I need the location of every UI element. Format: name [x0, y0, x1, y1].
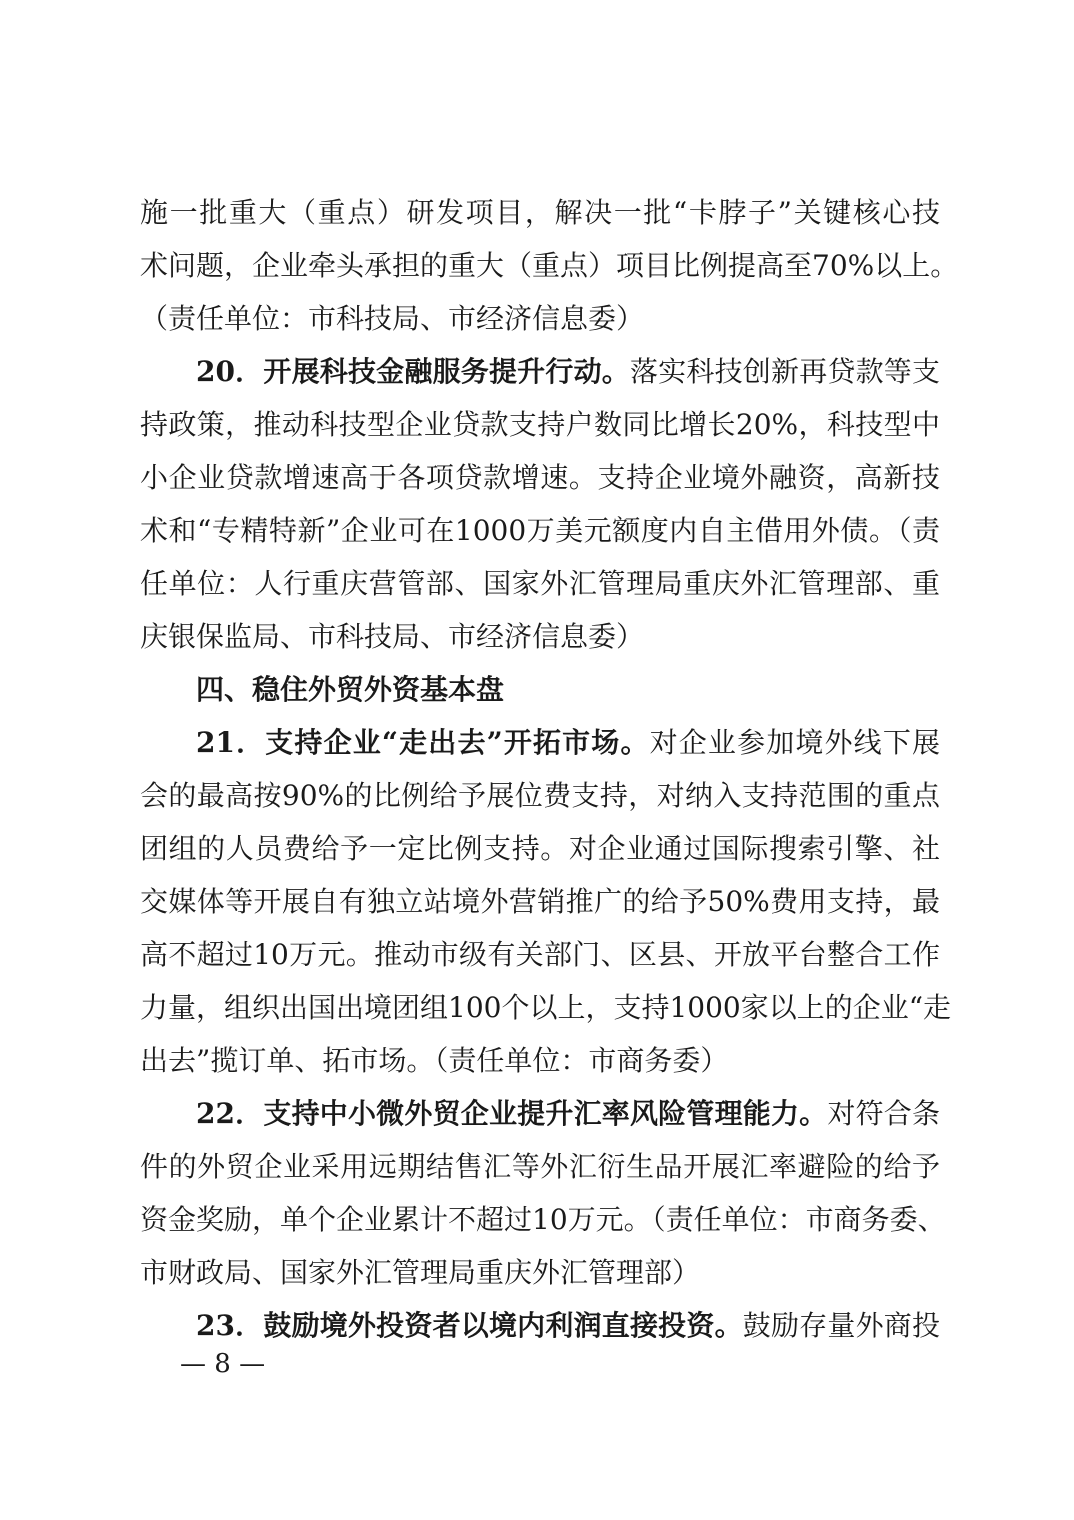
item-23-lead: 23．鼓励境外投资者以境内利润直接投资。 — [196, 1309, 743, 1342]
item-22-first-line — [140, 1087, 940, 1140]
body-line: 高不超过10万元。推动市级有关部门、区县、开放平台整合工作 — [140, 938, 940, 971]
body-line: 术和“专精特新”企业可在1000万美元额度内自主借用外债。（责 — [140, 514, 940, 547]
body-line: 力量，组织出国出境团组100个以上，支持1000家以上的企业“走 — [140, 991, 952, 1024]
item-21-lead: 21．支持企业“走出去”开拓市场。 — [196, 726, 650, 759]
body-line: 持政策，推动科技型企业贷款支持户数同比增长20%，科技型中 — [140, 408, 940, 441]
body-line: 小企业贷款增速高于各项贷款增速。支持企业境外融资，高新技 — [140, 461, 940, 494]
body-line: 件的外贸企业采用远期结售汇等外汇衍生品开展汇率避险的给予 — [140, 1150, 940, 1183]
body-line: 术问题，企业牵头承担的重大（重点）项目比例提高至70%以上。 — [140, 249, 959, 282]
body-line: （责任单位：市科技局、市经济信息委） — [140, 302, 645, 335]
item-20-lead: 20．开展科技金融服务提升行动。 — [196, 355, 630, 388]
body-line: 市财政局、国家外汇管理局重庆外汇管理部） — [140, 1256, 701, 1289]
body-line: 交媒体等开展自有独立站境外营销推广的给予50%费用支持，最 — [140, 885, 940, 918]
page-number: — 8 — — [180, 1349, 266, 1379]
body-line: 资金奖励，单个企业累计不超过10万元。（责任单位：市商务委、 — [140, 1203, 946, 1236]
item-21-text: 对企业参加境外线下展 — [649, 726, 940, 759]
body-line: 施一批重大（重点）研发项目，解决一批“卡脖子”关键核心技 — [140, 196, 940, 229]
item-23-first-line — [140, 1299, 940, 1352]
item-22-lead: 22．支持中小微外贸企业提升汇率风险管理能力。 — [196, 1097, 828, 1130]
body-line: 庆银保监局、市科技局、市经济信息委） — [140, 620, 645, 653]
item-20-text: 落实科技创新再贷款等支 — [629, 355, 940, 388]
item-21-first-line — [140, 716, 940, 769]
item-23-text: 鼓励存量外商投 — [742, 1309, 940, 1342]
body-line: 会的最高按90%的比例给予展位费支持，对纳入支持范围的重点 — [140, 779, 940, 812]
document-page — [140, 186, 959, 1352]
section-heading: 四、稳住外贸外资基本盘 — [196, 673, 505, 706]
item-20-first-line — [140, 345, 940, 398]
body-line: 出去”揽订单、拓市场。（责任单位：市商务委） — [140, 1044, 729, 1077]
body-line: 团组的人员费给予一定比例支持。对企业通过国际搜索引擎、社 — [140, 832, 940, 865]
body-line: 任单位：人行重庆营管部、国家外汇管理局重庆外汇管理部、重 — [140, 567, 940, 600]
item-22-text: 对符合条 — [827, 1097, 940, 1130]
